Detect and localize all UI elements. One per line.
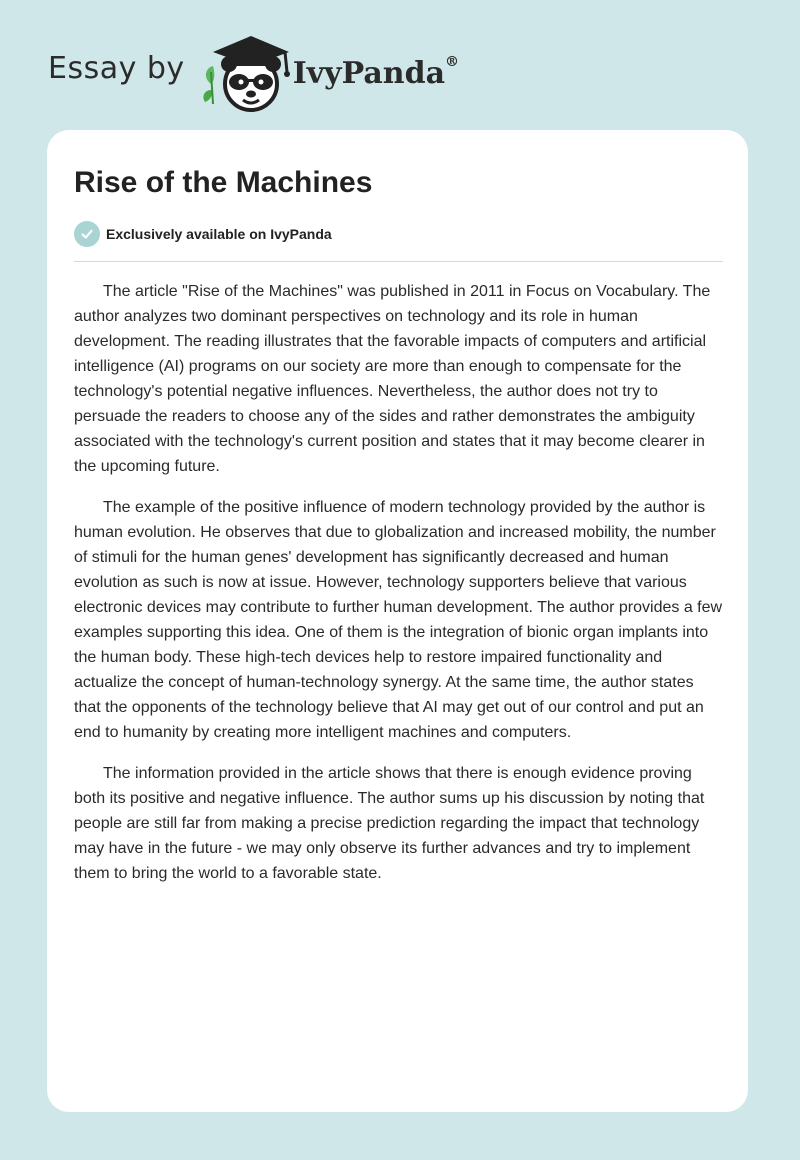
essay-by-label: Essay by bbox=[48, 50, 185, 86]
paragraph: The information provided in the article shows that there is enough evidence proving both its positive and negative influence. The author sums up his discussion by noting that people are still far from making a precise prediction regarding the impact that technology may have in the future - we may only observe its further advances and try to implement them to bring the world to a favorable state. bbox=[74, 765, 705, 882]
exclusive-badge bbox=[74, 221, 332, 247]
paragraph: The example of the positive influence of modern technology provided by the author is human evolution. He observes that due to globalization and increased mobility, the number of stimuli for the human genes' development has significantly decreased and human evolution as such is now at issue. However, technology supporters believe that various electronic devices may contribute to further human development. The author provides a few examples supporting this idea. One of them is the integration of bionic organ implants into the human body. These high-tech devices help to restore impaired functionality and actualize the concept of human-technology synergy. At the same time, the author states that the opponents of the technology believe that AI may get out of our control and put an end to humanity by creating more intelligent machines and computers. bbox=[74, 499, 723, 741]
essay-body bbox=[74, 279, 724, 902]
divider bbox=[74, 261, 723, 262]
paragraph: The article "Rise of the Machines" was published in 2011 in Focus on Vocabulary. The author analyzes two dominant perspectives on technology and its role in human development. The reading illustrates that the favorable impacts of computers and artificial intelligence (AI) programs on our society are more than enough to compensate for the technology's potential negative influences. Nevertheless, the author does not try to persuade the readers to choose any of the sides and rather demonstrates the ambiguity associated with the technology's current position and states that it may become clearer in the upcoming future. bbox=[74, 283, 711, 475]
panda-logo-icon[interactable] bbox=[199, 32, 299, 112]
site-header bbox=[48, 32, 459, 112]
essay-card bbox=[47, 130, 748, 1112]
exclusive-badge-label: Exclusively available on IvyPanda bbox=[106, 226, 332, 242]
page-title: Rise of the Machines bbox=[74, 166, 373, 199]
brand-name[interactable]: IvyPanda® bbox=[292, 53, 460, 91]
check-icon bbox=[74, 221, 100, 247]
registered-mark: ® bbox=[445, 53, 460, 70]
